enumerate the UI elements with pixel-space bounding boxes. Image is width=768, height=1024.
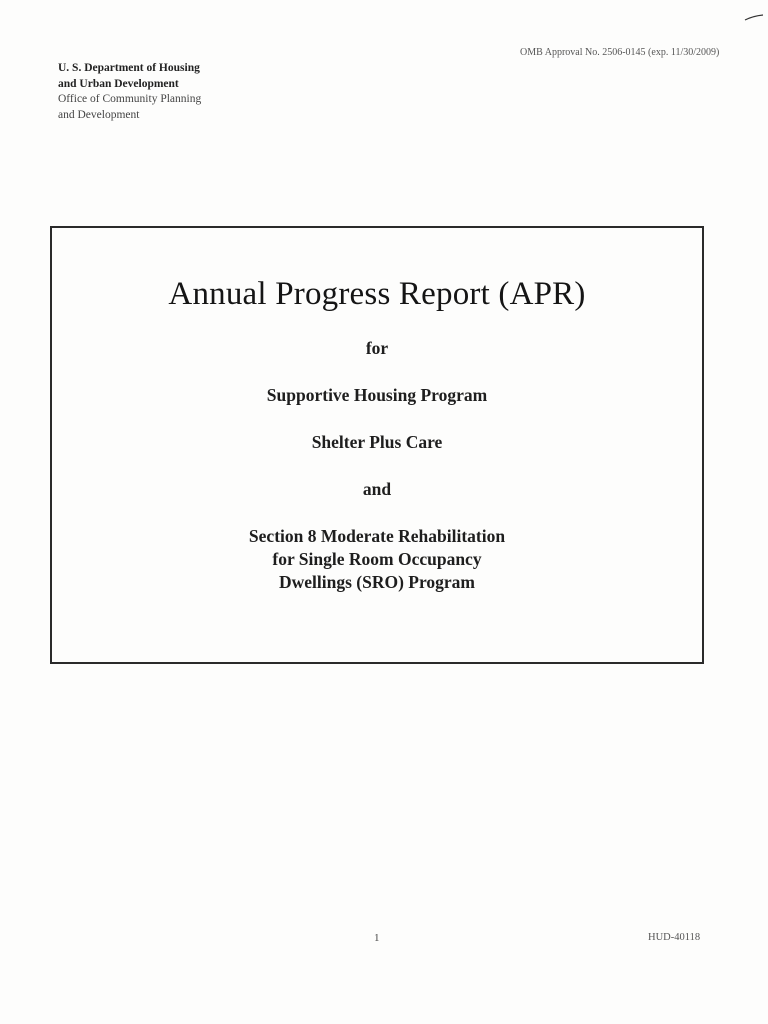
pen-mark [744,14,764,22]
title-box [50,226,704,664]
program-sro-line-3: Dwellings (SRO) Program [278,572,476,592]
program-sro-line-1: Section 8 Moderate Rehabilitation [248,526,506,546]
program-supportive-housing: Supportive Housing Program [266,385,488,405]
and-text: and [362,479,392,499]
agency-line-1: U. S. Department of Housing [58,62,200,74]
agency-line-2: and Urban Development [58,77,179,90]
for-text: for [365,338,389,358]
page-number: 1 [374,932,380,944]
agency-block [58,61,201,123]
report-title: Annual Progress Report (APR) [168,276,586,312]
office-line-2: and Development [58,108,140,121]
program-shelter-plus-care: Shelter Plus Care [311,432,443,452]
form-number: HUD-40118 [648,932,701,943]
office-line-1: Office of Community Planning [58,93,202,105]
program-sro-line-2: for Single Room Occupancy [272,549,482,569]
omb-approval: OMB Approval No. 2506-0145 (exp. 11/30/2009) [520,47,720,58]
